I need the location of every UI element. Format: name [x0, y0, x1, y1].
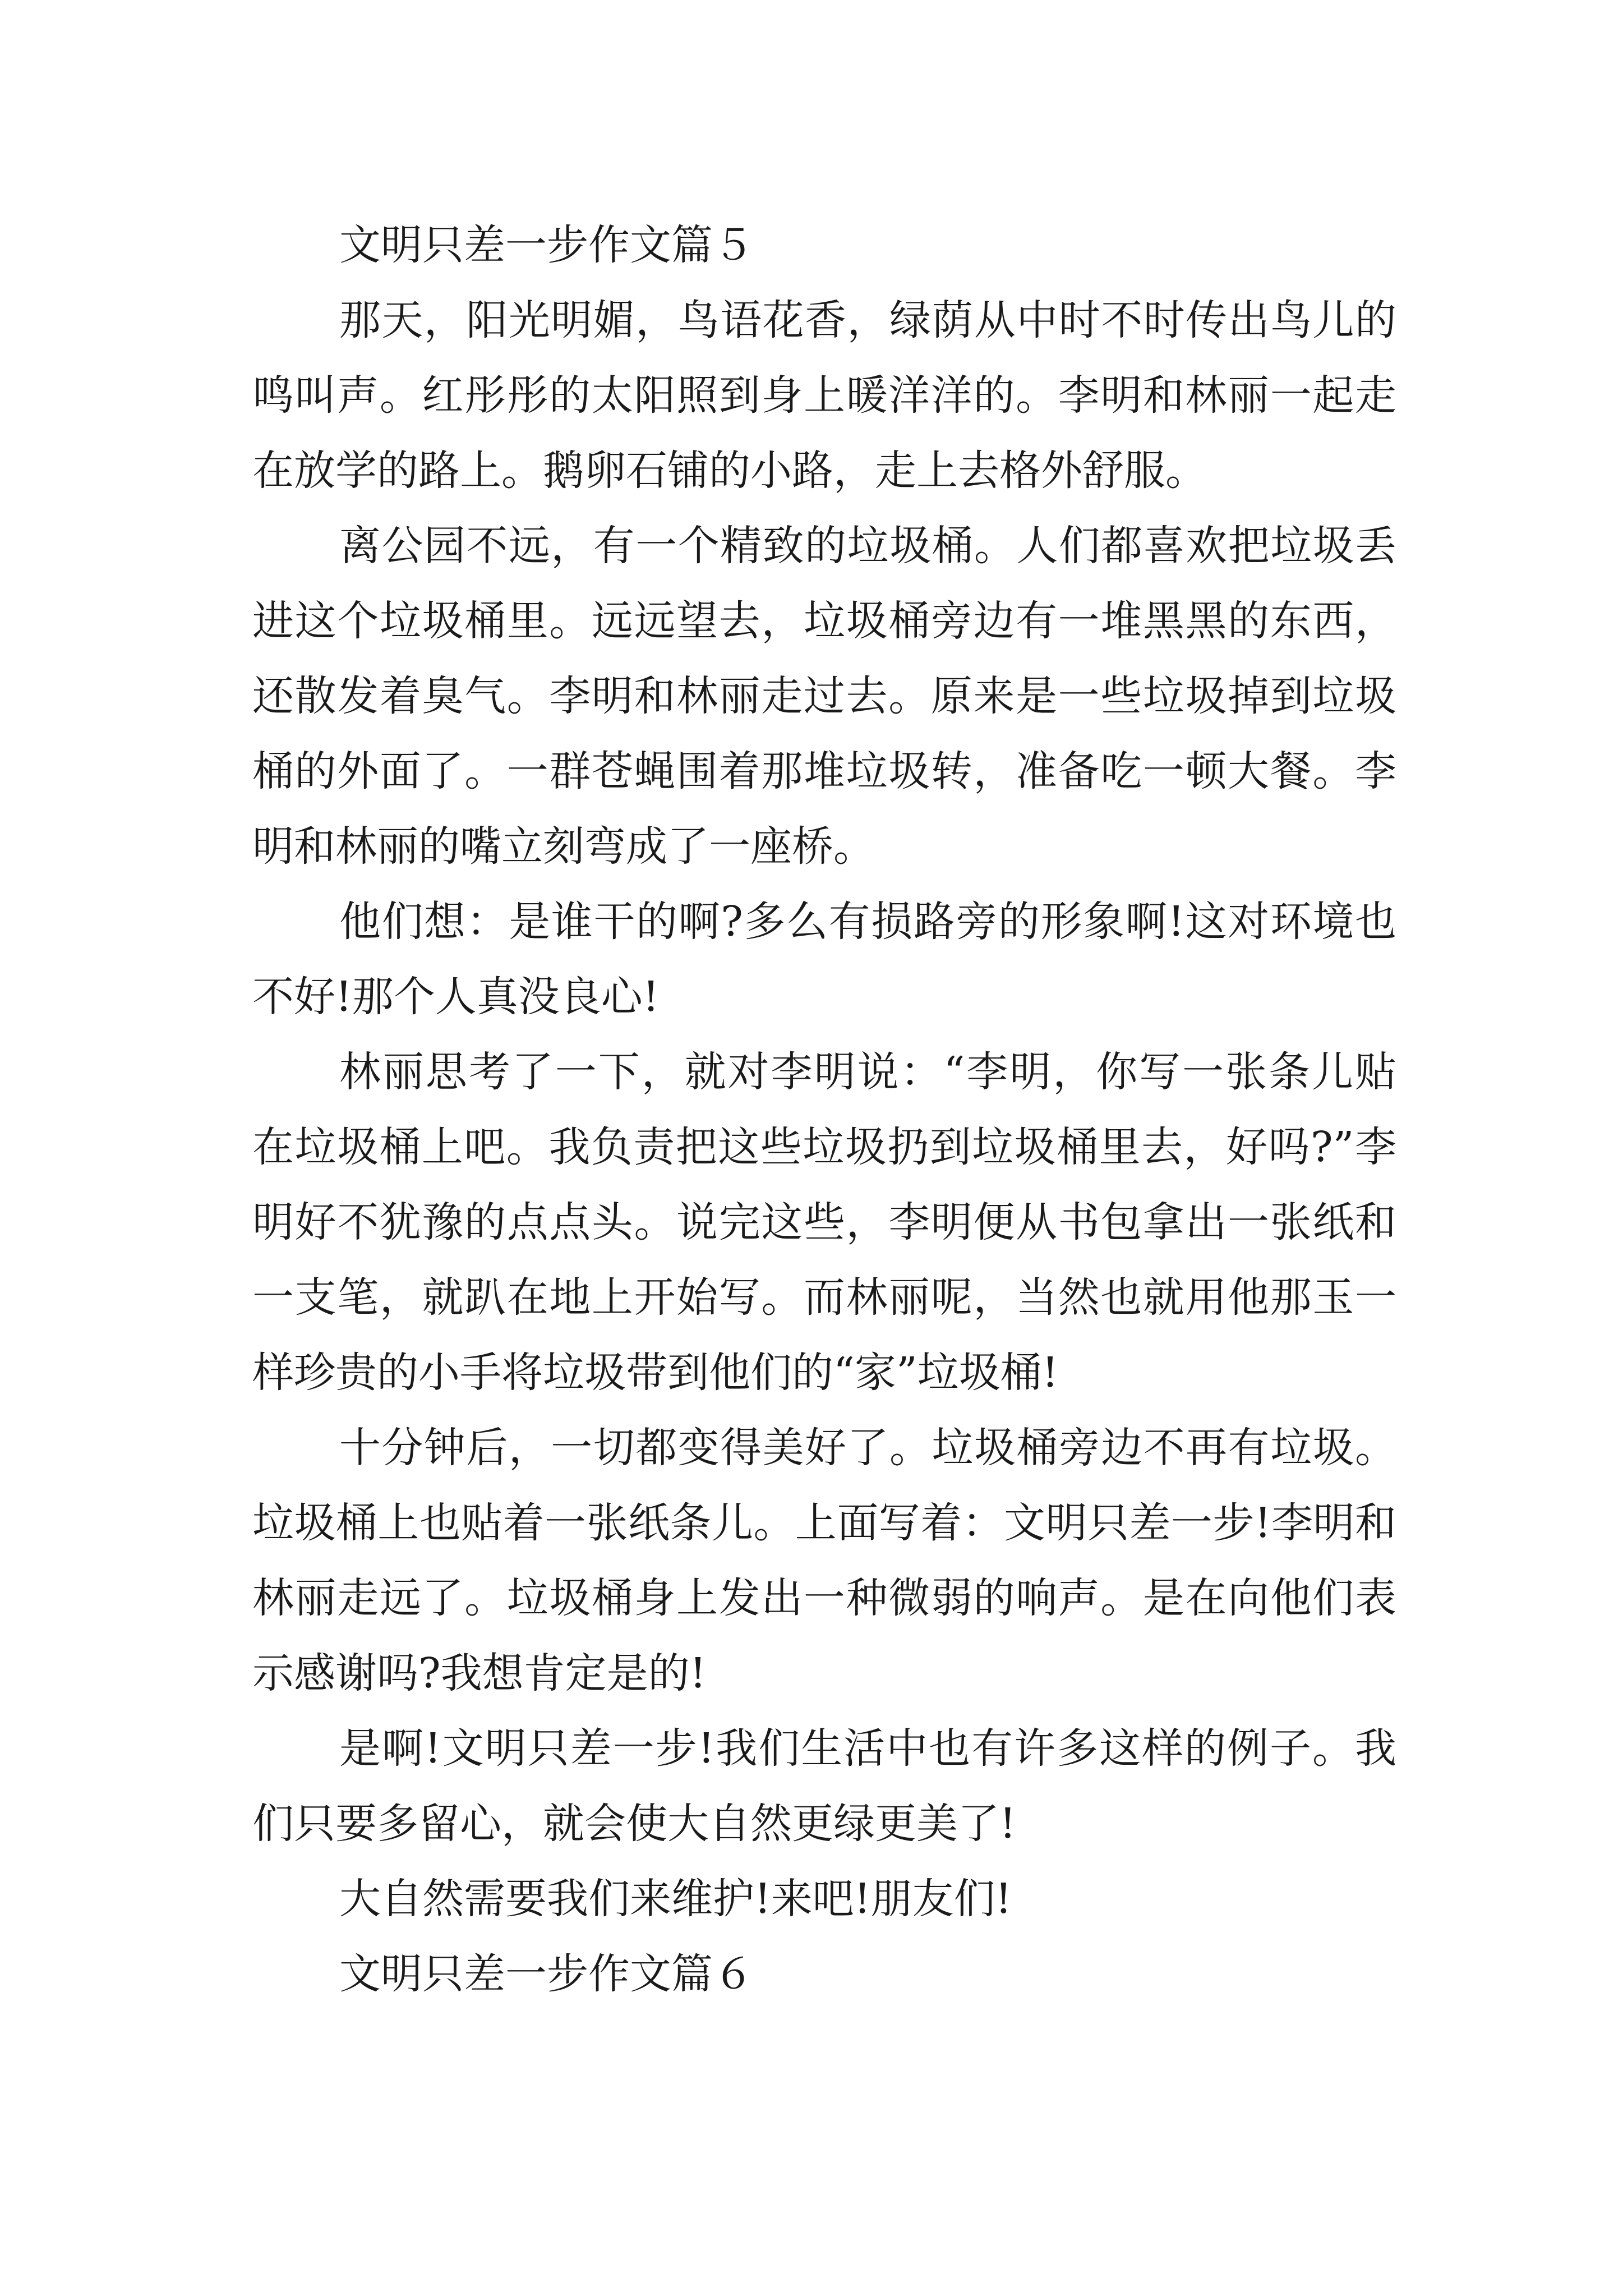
paragraph: 是啊!文明只差一步!我们生活中也有许多这样的例子。我们只要多留心，就会使大自然更绿更美了!	[252, 1724, 1396, 1848]
paragraph: 那天，阳光明媚，鸟语花香，绿荫从中时不时传出鸟儿的鸣叫声。红彤彤的太阳照到身上暖洋洋的。李明和林丽一起走在放学的路上。鹅卵石铺的小路，走上去格外舒服。	[252, 296, 1396, 495]
paragraph: 十分钟后，一切都变得美好了。垃圾桶旁边不再有垃圾。垃圾桶上也贴着一张纸条儿。上面写着：文明只差一步!李明和林丽走远了。垃圾桶身上发出一种微弱的响声。是在向他们表示感谢吗?我想肯定是的!	[252, 1424, 1396, 1697]
paragraph: 离公园不远，有一个精致的垃圾桶。人们都喜欢把垃圾丢进这个垃圾桶里。远远望去，垃圾桶旁边有一堆黑黑的东西，还散发着臭气。李明和林丽走过去。原来是一些垃圾掉到垃圾桶的外面了。一群苍蝇围着那堆垃圾转，准备吃一顿大餐。李明和林丽的嘴立刻弯成了一座桥。	[252, 522, 1396, 871]
paragraph: 大自然需要我们来维护!来吧!朋友们!	[339, 1875, 1012, 1923]
paragraph: 林丽思考了一下，就对李明说：“李明，你写一张条儿贴在垃圾桶上吧。我负责把这些垃圾扔到垃圾桶里去，好吗?”李明好不犹豫的点点头。说完这些，李明便从书包拿出一张纸和一支笔，就趴在地上开始写。而林丽呢，当然也就用他那玉一样珍贵的小手将垃圾带到他们的“家”垃圾桶!	[252, 1048, 1396, 1397]
document-body	[252, 208, 1396, 2012]
paragraph: 他们想：是谁干的啊?多么有损路旁的形象啊!这对环境也不好!那个人真没良心!	[252, 898, 1396, 1021]
section-heading: 文明只差一步作文篇６	[339, 1950, 754, 1998]
section-heading: 文明只差一步作文篇５	[339, 221, 754, 269]
